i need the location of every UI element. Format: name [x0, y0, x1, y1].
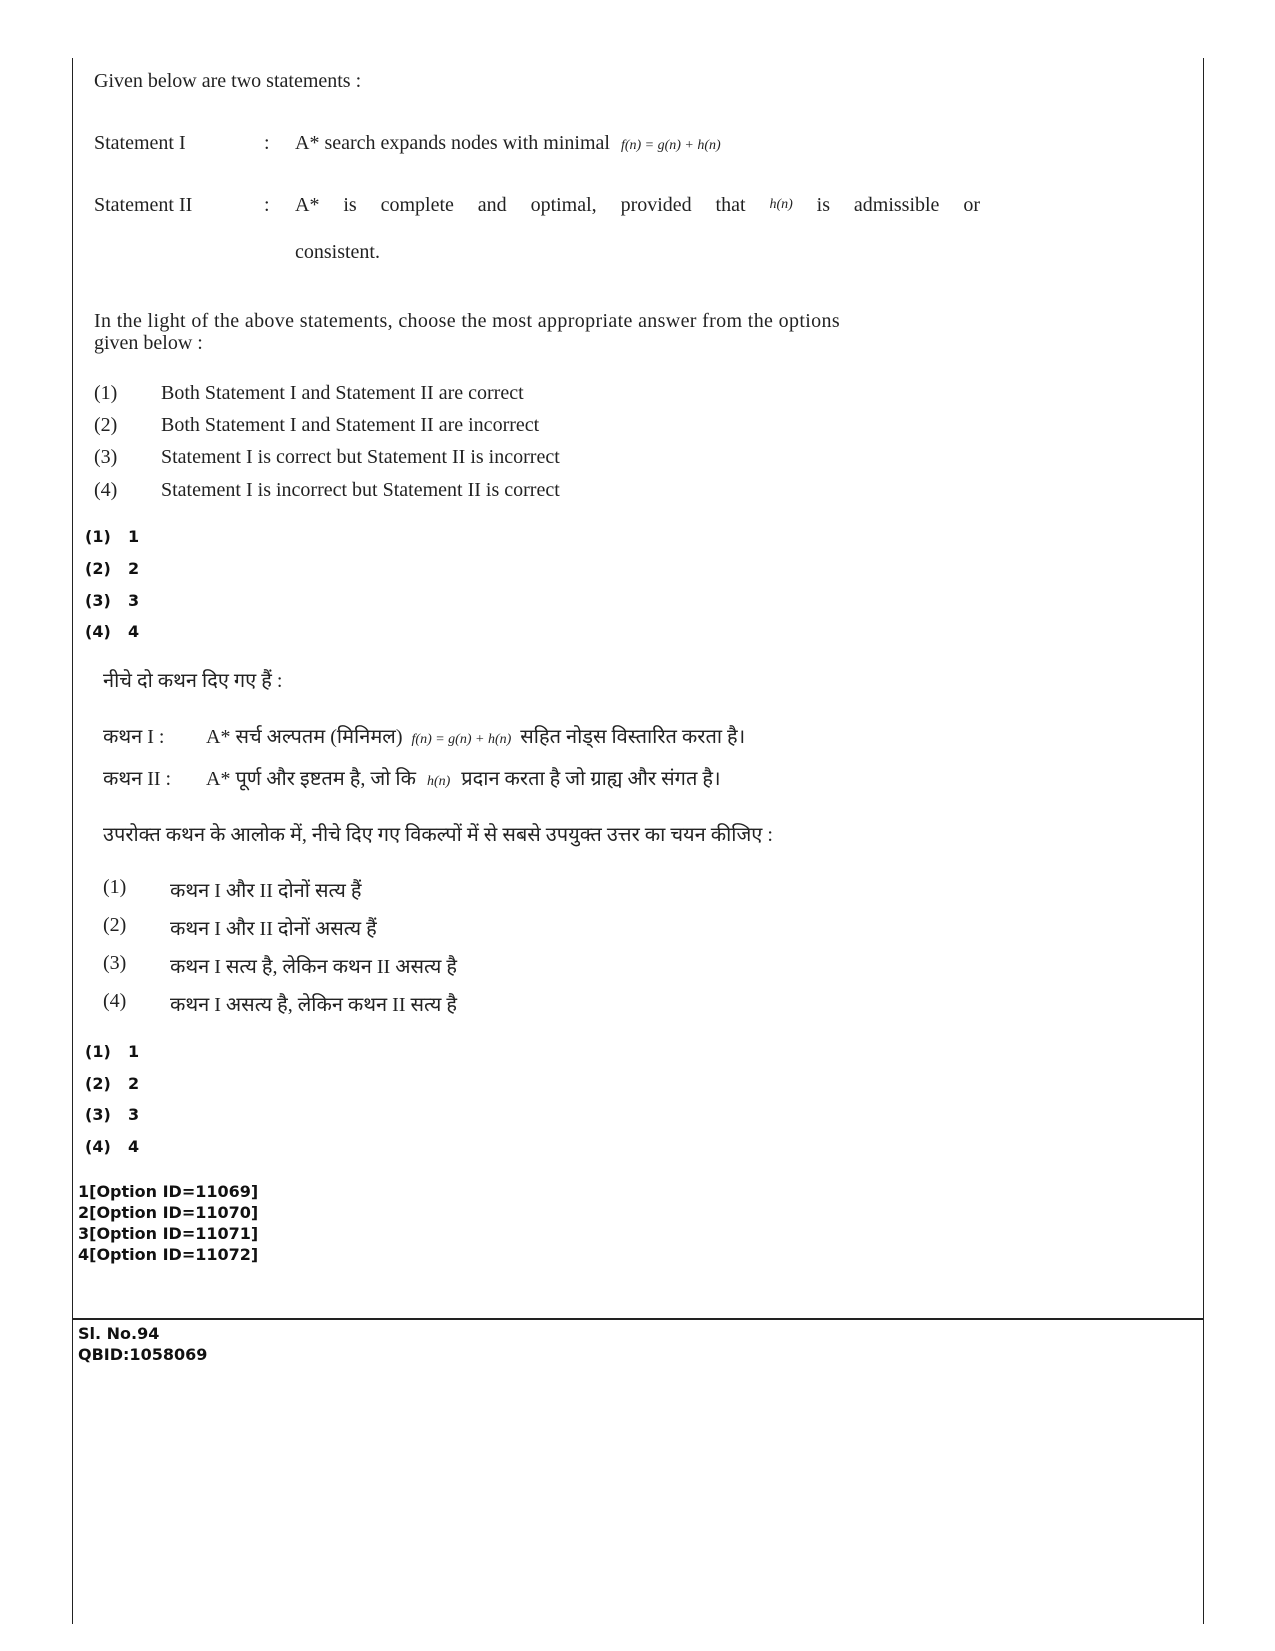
answer-choice-number: (2)	[85, 559, 111, 578]
answer-choice-number: (2)	[85, 1074, 111, 1093]
answer-choice-3[interactable]	[85, 591, 139, 610]
hindi-option-text: कथन I असत्य है, लेकिन कथन II सत्य है	[170, 994, 458, 1016]
right-border	[1203, 58, 1204, 1624]
answer-choice-value: 2	[128, 559, 140, 578]
answer-choice-4[interactable]	[85, 1137, 139, 1156]
answer-choice-value: 4	[128, 1137, 140, 1156]
answer-choice-3[interactable]	[85, 1105, 139, 1124]
statement2-word: is	[816, 194, 830, 216]
hindi-statement2-post: प्रदान करता है जो ग्राह्य और संगत है।	[461, 768, 721, 790]
answer-choice-2[interactable]	[85, 559, 139, 578]
statement1-formula: f(n) = g(n) + h(n)	[620, 138, 721, 153]
question-divider	[72, 1318, 1204, 1320]
instruction-line2: given below :	[94, 332, 203, 354]
hindi-option-text: कथन I और II दोनों सत्य हैं	[170, 880, 362, 902]
english-option-number: (3)	[94, 446, 118, 468]
instruction-line1: In the light of the above statements, choose the most appropriate answer from the options	[94, 310, 840, 332]
statement2-line2: consistent.	[295, 241, 380, 263]
answer-choice-number: (3)	[85, 1105, 111, 1124]
answer-choice-number: (1)	[85, 527, 111, 546]
hindi-option-text: कथन I और II दोनों असत्य हैं	[170, 918, 377, 940]
hindi-option-text: कथन I सत्य है, लेकिन कथन II असत्य है	[170, 956, 458, 978]
hindi-statement1-formula: f(n) = g(n) + h(n)	[411, 732, 512, 747]
answer-choice-value: 2	[128, 1074, 140, 1093]
statement2-word: or	[963, 194, 980, 216]
statement1-text	[295, 132, 721, 155]
statement2-word: admissible	[853, 194, 940, 216]
english-intro: Given below are two statements :	[94, 70, 362, 92]
english-option-text: Statement I is incorrect but Statement II is correct	[161, 479, 560, 501]
english-option-text: Statement I is correct but Statement II is incorrect	[161, 446, 560, 468]
answer-choice-number: (1)	[85, 1042, 111, 1061]
answer-choice-1[interactable]	[85, 527, 139, 546]
hindi-option-number: (3)	[103, 952, 127, 974]
hindi-statement1-post: सहित नोड्स विस्तारित करता है।	[520, 726, 746, 748]
hindi-statement2-label: कथन II :	[103, 768, 172, 790]
statement2-word: and	[477, 194, 507, 216]
statement2-word: is	[343, 194, 357, 216]
statement2-word: optimal,	[530, 194, 597, 216]
answer-choice-number: (4)	[85, 1137, 111, 1156]
statement2-word: complete	[380, 194, 454, 216]
answer-choice-value: 1	[128, 1042, 140, 1061]
question-bank-id: QBID:1058069	[78, 1345, 208, 1364]
hindi-statement1-pre: A* सर्च अल्पतम (मिनिमल)	[206, 726, 403, 748]
english-option-text: Both Statement I and Statement II are incorrect	[161, 414, 540, 436]
hindi-statement2-text	[206, 764, 721, 791]
answer-choice-value: 1	[128, 527, 140, 546]
answer-choice-value: 3	[128, 1105, 140, 1124]
english-option-text: Both Statement I and Statement II are correct	[161, 382, 524, 404]
left-border	[72, 58, 73, 1624]
english-option-number: (4)	[94, 479, 118, 501]
statement2-formula: h(n)	[769, 197, 793, 212]
option-id: 3[Option ID=11071]	[78, 1224, 259, 1243]
answer-choice-4[interactable]	[85, 622, 139, 641]
hindi-option-number: (1)	[103, 876, 127, 898]
statement2-colon: :	[264, 194, 270, 216]
statement1-colon: :	[264, 132, 270, 154]
statement1-body: A* search expands nodes with minimal	[295, 132, 610, 154]
hindi-instruction: उपरोक्त कथन के आलोक में, नीचे दिए गए विकल्पों में से सबसे उपयुक्त उत्तर का चयन कीजिए :	[103, 824, 773, 846]
statement2-word: provided	[620, 194, 692, 216]
next-question-header	[78, 1323, 207, 1365]
statement2-word: A*	[295, 194, 320, 216]
answer-choice-2[interactable]	[85, 1074, 139, 1093]
answer-choice-value: 4	[128, 622, 140, 641]
answer-choice-1[interactable]	[85, 1042, 139, 1061]
answer-choice-number: (4)	[85, 622, 111, 641]
statement1-label: Statement I	[94, 132, 186, 154]
hindi-option-number: (4)	[103, 990, 127, 1012]
option-id-list	[78, 1181, 258, 1265]
option-id: 4[Option ID=11072]	[78, 1245, 259, 1264]
hindi-intro: नीचे दो कथन दिए गए हैं :	[103, 670, 283, 692]
option-id: 1[Option ID=11069]	[78, 1182, 259, 1201]
option-id: 2[Option ID=11070]	[78, 1203, 259, 1222]
hindi-statement1-text	[206, 722, 745, 749]
answer-choice-value: 3	[128, 591, 140, 610]
hindi-statement1-label: कथन I :	[103, 726, 165, 748]
statement2-word: that	[715, 194, 746, 216]
hindi-option-number: (2)	[103, 914, 127, 936]
answer-choice-number: (3)	[85, 591, 111, 610]
english-option-number: (2)	[94, 414, 118, 436]
statement2-line1	[295, 194, 980, 217]
statement2-label: Statement II	[94, 194, 193, 216]
hindi-statement2-pre: A* पूर्ण और इष्टतम है, जो कि	[206, 768, 416, 790]
hindi-statement2-formula: h(n)	[426, 774, 451, 789]
serial-number: Sl. No.94	[78, 1324, 160, 1343]
english-option-number: (1)	[94, 382, 118, 404]
